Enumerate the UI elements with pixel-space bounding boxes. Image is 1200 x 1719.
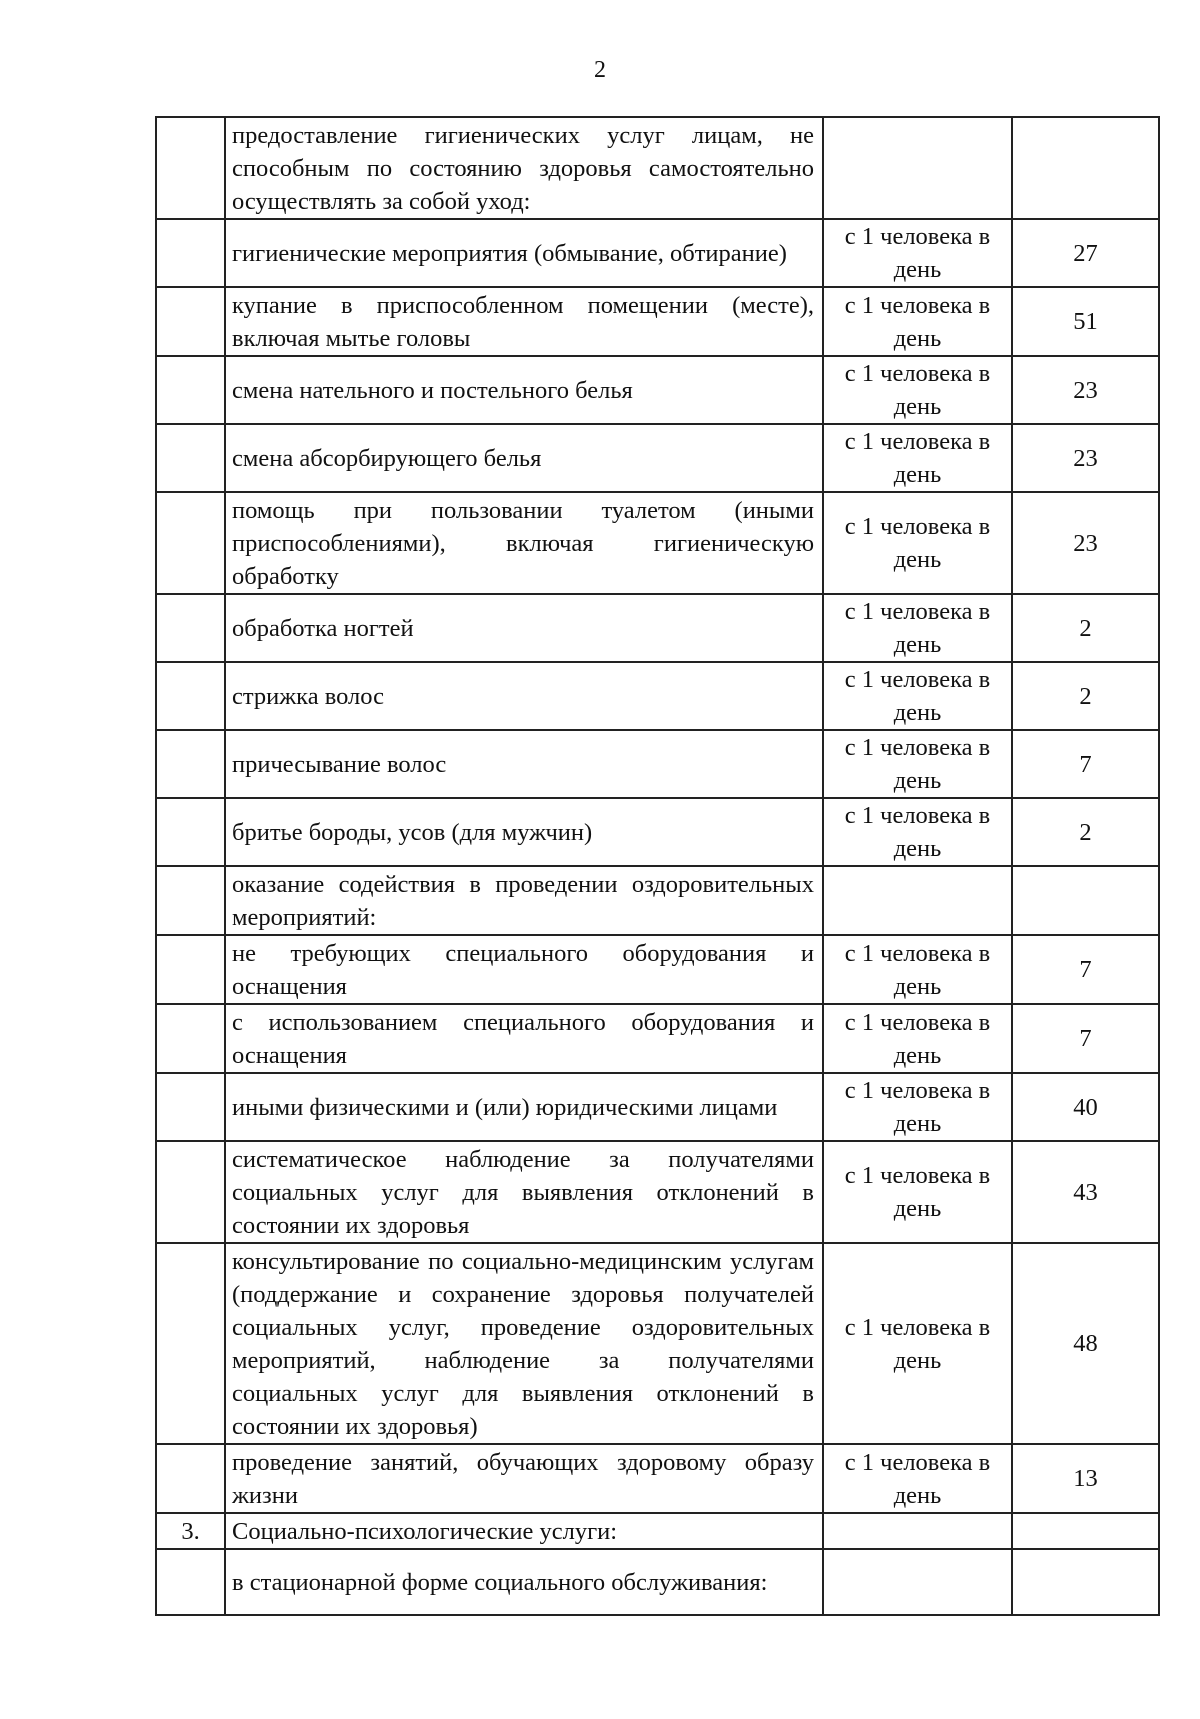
value-cell [1012, 1513, 1159, 1549]
row-number-cell [156, 1073, 225, 1141]
service-name-text: смена абсорбирующего белья [232, 445, 542, 472]
service-name-text: купание в приспособленном помещении (месте), включая мытье головы [232, 292, 814, 352]
value-cell [1012, 424, 1159, 492]
unit-text: с 1 человека в день [844, 428, 991, 488]
unit-cell [823, 866, 1012, 935]
value-cell [1012, 866, 1159, 935]
unit-cell [823, 492, 1012, 594]
unit-text: с 1 человека в день [844, 1313, 991, 1374]
service-name-cell [225, 424, 823, 492]
row-number-text: 3. [181, 1517, 200, 1545]
unit-text: с 1 человека в день [844, 1448, 991, 1509]
row-number-cell [156, 424, 225, 492]
table-row [156, 117, 1159, 219]
services-table [155, 116, 1160, 1616]
value-text: 40 [1073, 1093, 1098, 1121]
table-row [156, 1073, 1159, 1141]
unit-cell [823, 1243, 1012, 1444]
value-text: 48 [1073, 1330, 1098, 1357]
unit-cell [823, 1004, 1012, 1073]
row-number-cell [156, 662, 225, 730]
page-number: 2 [594, 57, 606, 83]
unit-cell [823, 662, 1012, 730]
service-name-text: предоставление гигиенических услуг лицам, не способным по состоянию здоровья самостоятельно осуществлять за собой уход: [232, 122, 814, 215]
value-text: 51 [1073, 308, 1098, 335]
service-name-text: консультирование по социально-медицинским услугам (поддержание и сохранение здоровья получателей социальных услуг, проведение оздоровительных мероприятий, наблюдение за получателями социальных услуг для выявления отклонений в состоянии их здоровья) [232, 1248, 814, 1440]
service-name-cell [225, 730, 823, 798]
row-number-cell [156, 935, 225, 1004]
service-name-text: систематическое наблюдение за получателями социальных услуг для выявления отклонений в состоянии их здоровья [232, 1146, 814, 1239]
value-text: 23 [1073, 529, 1098, 557]
row-number-cell [156, 1444, 225, 1513]
row-number-cell [156, 594, 225, 662]
unit-cell [823, 117, 1012, 219]
value-cell [1012, 1444, 1159, 1513]
unit-cell [823, 798, 1012, 866]
unit-cell [823, 424, 1012, 492]
unit-cell [823, 1141, 1012, 1243]
service-name-cell [225, 866, 823, 935]
table-row [156, 1004, 1159, 1073]
row-number-cell [156, 1243, 225, 1444]
unit-cell [823, 1073, 1012, 1141]
unit-cell [823, 287, 1012, 356]
unit-text: с 1 человека в день [844, 513, 991, 573]
service-name-text: помощь при пользовании туалетом (иными приспособлениями), включая гигиеническую обработку [232, 497, 814, 590]
row-number-cell [156, 356, 225, 424]
table-row [156, 866, 1159, 935]
value-text: 43 [1073, 1178, 1098, 1206]
service-name-text: проведение занятий, обучающих здоровому образу жизни [232, 1449, 814, 1509]
value-cell [1012, 1243, 1159, 1444]
value-cell [1012, 1141, 1159, 1243]
value-text: 7 [1079, 1025, 1092, 1052]
row-number-cell [156, 219, 225, 287]
service-name-text: обработка ногтей [232, 615, 414, 642]
unit-text: с 1 человека в день [844, 939, 991, 1000]
unit-cell [823, 1513, 1012, 1549]
row-number-cell [156, 117, 225, 219]
service-name-cell [225, 1243, 823, 1444]
value-cell [1012, 219, 1159, 287]
service-name-text: смена нательного и постельного белья [232, 377, 633, 404]
value-cell [1012, 662, 1159, 730]
table-row [156, 594, 1159, 662]
unit-text: с 1 человека в день [844, 802, 991, 862]
row-number-cell [156, 730, 225, 798]
services-table-body [156, 117, 1159, 1615]
service-name-cell [225, 662, 823, 730]
service-name-cell [225, 798, 823, 866]
value-cell [1012, 594, 1159, 662]
table-row [156, 1513, 1159, 1549]
table-row [156, 935, 1159, 1004]
service-name-text: иными физическими и (или) юридическими лицами [232, 1094, 778, 1121]
value-text: 23 [1073, 444, 1098, 472]
service-name-cell [225, 117, 823, 219]
unit-text: с 1 человека в день [844, 223, 991, 283]
service-name-cell [225, 594, 823, 662]
row-number-cell [156, 1141, 225, 1243]
service-name-cell [225, 1004, 823, 1073]
value-text: 2 [1079, 614, 1092, 642]
table-row [156, 1243, 1159, 1444]
row-number-cell [156, 866, 225, 935]
value-text: 7 [1079, 956, 1092, 983]
unit-cell [823, 219, 1012, 287]
value-cell [1012, 798, 1159, 866]
value-cell [1012, 492, 1159, 594]
service-name-text: бритье бороды, усов (для мужчин) [232, 819, 593, 846]
unit-cell [823, 1549, 1012, 1615]
table-row [156, 1141, 1159, 1243]
value-cell [1012, 356, 1159, 424]
table-row [156, 662, 1159, 730]
table-row [156, 1444, 1159, 1513]
row-number-cell [156, 1004, 225, 1073]
table-row [156, 356, 1159, 424]
unit-text: с 1 человека в день [844, 1162, 991, 1222]
table-row [156, 492, 1159, 594]
service-name-text: с использованием специального оборудования и оснащения [232, 1009, 814, 1069]
unit-cell [823, 594, 1012, 662]
service-name-cell [225, 1141, 823, 1243]
unit-cell [823, 1444, 1012, 1513]
service-name-text: стрижка волос [232, 683, 384, 710]
table-row [156, 287, 1159, 356]
unit-text: с 1 человека в день [844, 291, 991, 352]
service-name-cell [225, 287, 823, 356]
unit-cell [823, 730, 1012, 798]
service-name-cell [225, 356, 823, 424]
service-name-text: гигиенические мероприятия (обмывание, обтирание) [232, 240, 787, 267]
table-row [156, 424, 1159, 492]
service-name-text: не требующих специального оборудования и оснащения [232, 940, 814, 1000]
unit-text: с 1 человека в день [844, 360, 991, 420]
service-name-cell [225, 219, 823, 287]
service-name-cell [225, 1513, 823, 1549]
service-name-cell [225, 1549, 823, 1615]
service-name-text: оказание содействия в проведении оздоровительных мероприятий: [232, 871, 814, 931]
value-text: 13 [1073, 1465, 1098, 1492]
value-cell [1012, 1073, 1159, 1141]
service-name-cell [225, 492, 823, 594]
table-row [156, 1549, 1159, 1615]
unit-text: с 1 человека в день [844, 1077, 991, 1137]
row-number-cell [156, 492, 225, 594]
table-row [156, 730, 1159, 798]
value-text: 27 [1073, 239, 1098, 267]
service-name-cell [225, 935, 823, 1004]
value-text: 23 [1073, 376, 1098, 404]
value-cell [1012, 1004, 1159, 1073]
row-number-cell [156, 1513, 225, 1549]
value-cell [1012, 935, 1159, 1004]
value-cell [1012, 1549, 1159, 1615]
row-number-cell [156, 287, 225, 356]
unit-text: с 1 человека в день [844, 666, 991, 726]
service-name-cell [225, 1073, 823, 1141]
unit-text: с 1 человека в день [844, 598, 991, 658]
value-text: 2 [1079, 682, 1092, 710]
table-row [156, 219, 1159, 287]
row-number-cell [156, 1549, 225, 1615]
value-cell [1012, 287, 1159, 356]
row-number-cell [156, 798, 225, 866]
value-cell [1012, 730, 1159, 798]
value-cell [1012, 117, 1159, 219]
table-row [156, 798, 1159, 866]
unit-cell [823, 935, 1012, 1004]
service-name-text: Социально-психологические услуги: [232, 1518, 618, 1545]
value-text: 7 [1079, 750, 1092, 778]
service-name-text: причесывание волос [232, 751, 447, 778]
service-name-cell [225, 1444, 823, 1513]
value-text: 2 [1079, 818, 1092, 846]
unit-cell [823, 356, 1012, 424]
unit-text: с 1 человека в день [844, 734, 991, 794]
service-name-text: в стационарной форме социального обслуживания: [232, 1569, 768, 1596]
unit-text: с 1 человека в день [844, 1008, 991, 1069]
